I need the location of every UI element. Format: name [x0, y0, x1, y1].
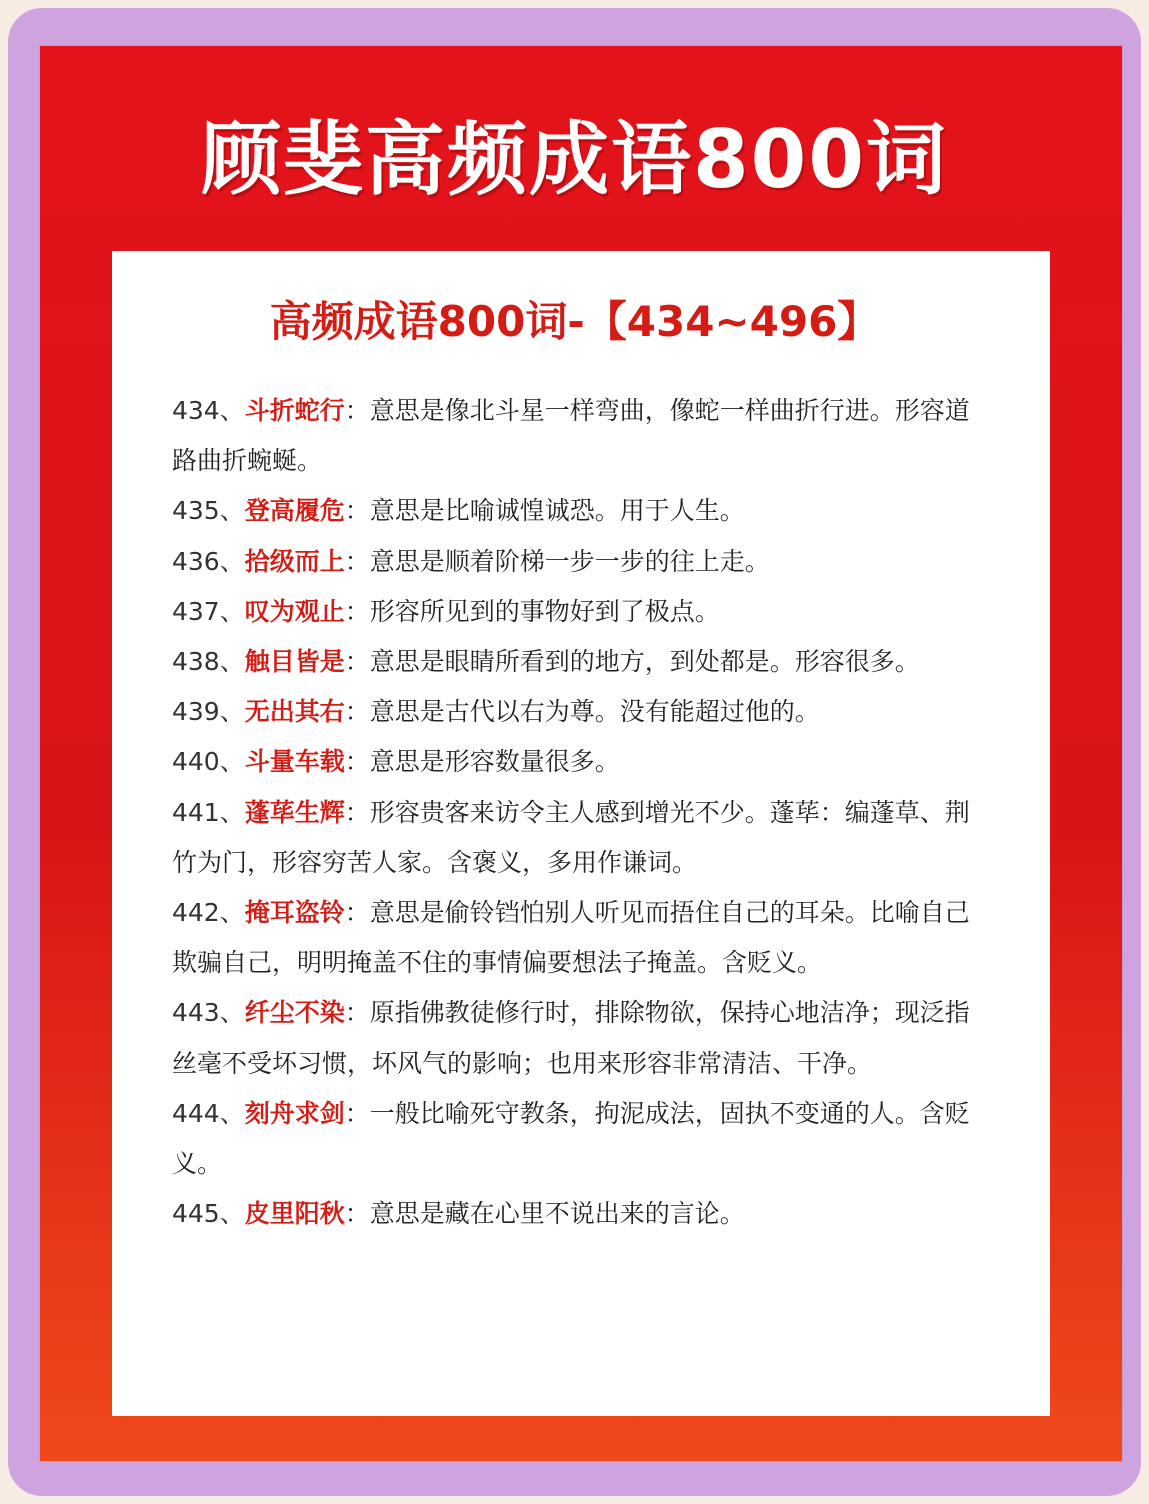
entry-number: 441、: [172, 797, 245, 827]
entry-number: 438、: [172, 647, 245, 677]
idiom-term: 叹为观止: [244, 596, 345, 626]
list-item: [172, 537, 992, 587]
idiom-term: 皮里阳秋: [244, 1199, 345, 1229]
section-title: 高频成语800词-【434~496】: [269, 297, 880, 346]
idiom-definition: ：意思是顺着阶梯一步一步的往上走。: [344, 546, 770, 576]
idiom-term: 无出其右: [244, 697, 345, 727]
list-item: [172, 386, 992, 486]
idiom-definition: ：意思是藏在心里不说出来的言论。: [344, 1199, 745, 1229]
entry-number: 439、: [172, 697, 245, 727]
entry-number: 440、: [172, 747, 245, 777]
idiom-term: 登高履危: [244, 496, 345, 526]
idiom-term: 纤尘不染: [244, 998, 345, 1028]
idiom-list: [172, 386, 992, 1239]
page-title: 顾斐高频成语800词: [201, 113, 948, 206]
entry-number: 443、: [172, 998, 245, 1028]
idiom-term: 斗量车载: [244, 747, 345, 777]
entry-number: 444、: [172, 1098, 245, 1128]
idiom-definition: ：意思是像北斗星一样弯曲，像蛇一样曲折行进。形容道路曲折蜿蜒。: [172, 396, 970, 476]
entry-number: 436、: [172, 546, 245, 576]
idiom-term: 斗折蛇行: [244, 396, 345, 425]
idiom-definition: ：意思是比喻诚惶诚恐。用于人生。: [344, 496, 745, 526]
idiom-term: 触目皆是: [244, 647, 345, 677]
idiom-definition: ：一般比喻死守教条，拘泥成法，固执不变通的人。含贬义。: [172, 1098, 970, 1179]
list-item: [172, 687, 992, 737]
list-item: [172, 587, 992, 637]
idiom-term: 刻舟求剑: [244, 1098, 345, 1128]
list-item: [172, 888, 992, 988]
list-item: [172, 988, 992, 1088]
list-item: [172, 486, 992, 536]
idiom-definition: ：形容贵客来访令主人感到增光不少。蓬荜：编蓬草、荆竹为门，形容穷苦人家。含褒义，多用作谦词。: [172, 797, 970, 877]
entry-number: 437、: [172, 596, 245, 626]
list-item: [172, 1089, 992, 1189]
idiom-definition: ：意思是古代以右为尊。没有能超过他的。: [344, 697, 820, 727]
list-item: [172, 737, 992, 787]
entry-number: 442、: [172, 898, 245, 928]
idiom-definition: ：形容所见到的事物好到了极点。: [344, 596, 720, 626]
list-item: [172, 1189, 992, 1239]
idiom-term: 蓬荜生辉: [244, 797, 345, 827]
entry-number: 435、: [172, 496, 245, 526]
entry-number: 445、: [172, 1199, 245, 1229]
idiom-definition: ：意思是形容数量很多。: [344, 747, 620, 777]
idiom-definition: ：意思是眼睛所看到的地方，到处都是。形容很多。: [344, 647, 920, 677]
list-item: [172, 788, 992, 888]
idiom-definition: ：意思是偷铃铛怕别人听见而捂住自己的耳朵。比喻自己欺骗自己，明明掩盖不住的事情偏要想法子掩盖。含贬义。: [172, 898, 970, 978]
list-item: [172, 637, 992, 687]
idiom-term: 掩耳盗铃: [244, 898, 345, 928]
idiom-term: 拾级而上: [244, 546, 345, 576]
idiom-definition: ：原指佛教徒修行时，排除物欲，保持心地洁净；现泛指丝毫不受坏习惯，坏风气的影响；也用来形容非常清洁、干净。: [172, 998, 970, 1078]
entry-number: 434、: [172, 396, 245, 425]
